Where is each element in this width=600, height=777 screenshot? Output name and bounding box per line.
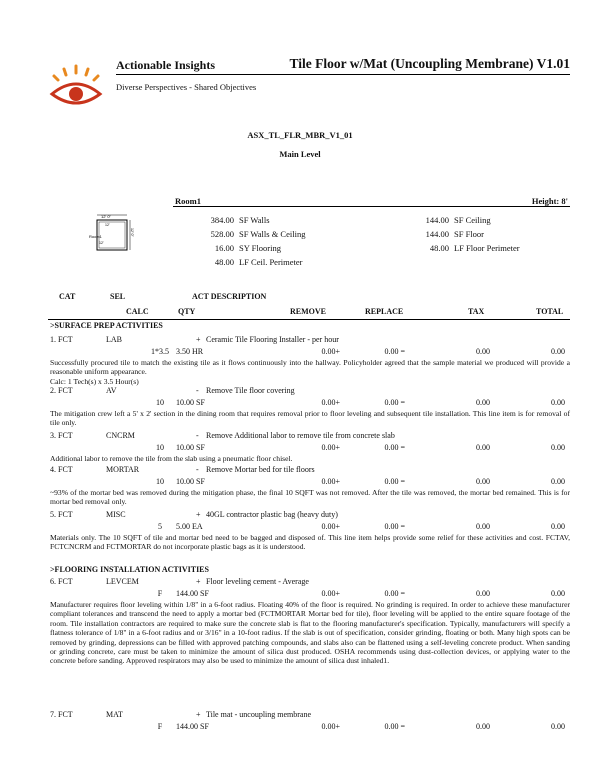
column-replace: REPLACE [365,307,404,316]
column-act-description: ACT DESCRIPTION [192,292,267,301]
measurement-row [190,255,305,269]
measurement-row [405,213,520,227]
item-description: Tile mat - uncoupling membrane [206,710,312,719]
brand-tagline: Diverse Perspectives - Shared Objectives [116,82,257,92]
item-total: 0.00 [551,589,565,598]
measurement-value: 144.00 [425,229,449,239]
table-header-divider [48,319,570,320]
item-total: 0.00 [551,347,565,356]
measurement-row [405,227,520,241]
item-total: 0.00 [551,522,565,531]
item-qty: 144.00 SF [176,722,209,731]
section-surface-prep: >SURFACE PREP ACTIVITIES [50,321,163,330]
item-tax: 0.00 [476,347,490,356]
item-replace: 0.00 = [384,522,405,531]
item-selector: LAB [106,335,122,344]
item-calc: 1*3.5 [151,347,169,356]
item-action: - [196,386,199,395]
item-tax: 0.00 [476,589,490,598]
measurement-value: 16.00 [214,243,234,253]
measurement-label: SF Walls [239,215,270,225]
item-note: Successfully procured tile to match the existing tile as it flows continuously into the hallway. Policyholder agreed that the sample material we produced will provide a reasonable uniform appearance. Calc: 1 Tech(s) x 3.5 Hour(s) [50,358,570,386]
document-title: Tile Floor w/Mat (Uncoupling Membrane) V1.01 [289,56,570,71]
item-description: Remove Tile floor covering [206,386,295,395]
column-tax: TAX [468,307,485,316]
item-replace: 0.00 = [384,589,405,598]
measurement-row [190,241,305,255]
item-tax: 0.00 [476,398,490,407]
item-replace: 0.00 = [384,477,405,486]
column-cat: CAT [59,292,76,301]
item-note: Materials only. The 10 SQFT of tile and mortar bed need to be bagged and disposed of. This line item helps provide some relief for these activities and cost. FCTAV, FCTCNCRM and FCTMORTAR do not incorporate plastic bags as it is understood. [50,533,570,552]
eye-logo-icon [48,64,106,106]
brand-name: Actionable Insights [116,58,216,72]
item-note: The mitigation crew left a 5' x 2' section in the dining room that requires removal prior to floor leveling and subsequent tile installation. This line item is for removal of tile only. [50,409,570,428]
item-qty: 144.00 SF [176,589,209,598]
item-replace: 0.00 = [384,398,405,407]
item-total: 0.00 [551,722,565,731]
item-number: 3. FCT [50,431,73,440]
item-calc: F [157,722,163,731]
item-replace: 0.00 = [384,347,405,356]
estimate-name: ASX_TL_FLR_MBR_V1_01 [247,130,353,140]
room-name: Room1 [175,196,201,206]
item-action: + [196,577,201,586]
item-action: + [196,335,201,344]
column-qty: QTY [178,307,196,316]
measurement-label: LF Floor Perimeter [454,243,520,253]
item-replace: 0.00 = [384,443,405,452]
room-divider [173,206,570,207]
item-calc: 10 [156,398,164,407]
item-note: ~93% of the mortar bed was removed during the mitigation phase, the final 10 SQFT was not removed. After the tile was removed, the mortar bed remained. This is for mortar bed removal only. [50,488,570,507]
item-qty: 10.00 SF [176,443,205,452]
item-remove: 0.00+ [321,347,340,356]
diagram-top-dimension: 12' 0" [101,214,111,219]
item-note: Additional labor to remove the tile from the slab using a pneumatic floor chisel. [50,454,293,463]
item-selector: MAT [106,710,123,719]
measurement-label: SY Flooring [239,243,281,253]
measurement-label: SF Walls & Ceiling [239,229,306,239]
item-action: - [196,465,199,474]
item-calc: 5 [158,522,162,531]
item-remove: 0.00+ [321,722,340,731]
item-selector: LEVCEM [106,577,139,586]
item-qty: 5.00 EA [176,522,203,531]
item-calc: 10 [156,477,164,486]
measurement-label: SF Ceiling [454,215,491,225]
item-number: 7. FCT [50,710,73,719]
measurement-row [405,241,520,255]
item-number: 4. FCT [50,465,73,474]
item-tax: 0.00 [476,443,490,452]
item-description: Ceramic Tile Flooring Installer - per hour [206,335,339,344]
item-selector: MISC [106,510,126,519]
item-remove: 0.00+ [321,477,340,486]
item-total: 0.00 [551,443,565,452]
measurement-row [190,213,305,227]
measurement-label: LF Ceil. Perimeter [239,257,303,267]
item-total: 0.00 [551,398,565,407]
item-remove: 0.00+ [321,443,340,452]
item-action: - [196,431,199,440]
room-height: Height: 8' [531,196,568,206]
item-total: 0.00 [551,477,565,486]
item-qty: 10.00 SF [176,398,205,407]
measurement-value: 48.00 [214,257,234,267]
item-description: Remove Additional labor to remove tile from concrete slab [206,431,395,440]
item-selector: CNCRM [106,431,135,440]
item-number: 2. FCT [50,386,73,395]
measurement-value: 384.00 [210,215,234,225]
item-action: + [196,510,201,519]
item-calc: 10 [156,443,164,452]
item-number: 1. FCT [50,335,73,344]
item-number: 6. FCT [50,577,73,586]
item-description: Floor leveling cement - Average [206,577,309,586]
item-selector: MORTAR [106,465,140,474]
item-description: Remove Mortar bed for tile floors [206,465,315,474]
measurement-row [190,227,305,241]
level-name: Main Level [279,149,321,159]
item-description: 40GL contractor plastic bag (heavy duty) [206,510,338,519]
item-selector: AV [106,386,117,395]
room-diagram [85,212,133,262]
diagram-inner-top-dimension: 12' [105,223,110,227]
measurement-value: 48.00 [429,243,449,253]
column-total: TOTAL [536,307,564,316]
item-qty: 3.50 HR [176,347,204,356]
item-remove: 0.00+ [321,589,340,598]
item-note: Manufacturer requires floor leveling within 1/8" in a 6-foot radius. Floating 40% of the floor is required. No grinding is required. In order to achieve these manufacturer compliant tolerances and transcend the need to apply a mortar bed (FCTMORTAR Mortar bed for tile), floor leveling will be applied to the entire square footage of the room. Tile installation contractors are required to make sure the concrete slab is flat to the flooring manufacturer's specification. Typically, manufacturers will specify a flatness tolerance of 1/8" in a 6-foot radius and or 3/16" in a 10-foot radius. If the slab is out of specification, consider grinding, floating or both. Many high spots can be removed by grinding, depressions can be filled with approved patching compounds, and slabs also can be flattened using a self-leveling concrete product. When sanding or grinding concrete, care must be taken to minimize the amount of silica dust produced. OSHA recommends using dust-collection devices, or applying water to the concrete before sanding. Approved respirators may also be used to minimize the amount of silica dust inhaled1. [50,600,570,666]
column-calc: CALC [126,307,149,316]
measurement-value: 528.00 [210,229,234,239]
item-tax: 0.00 [476,477,490,486]
item-remove: 0.00+ [321,398,340,407]
measurement-label: SF Floor [454,229,484,239]
item-remove: 0.00+ [321,522,340,531]
item-tax: 0.00 [476,522,490,531]
measurement-value: 144.00 [425,215,449,225]
item-replace: 0.00 = [384,722,405,731]
header-divider [116,74,570,75]
item-action: + [196,710,201,719]
item-tax: 0.00 [476,722,490,731]
column-sel: SEL [110,292,126,301]
column-remove: REMOVE [290,307,326,316]
diagram-room-label: Room1 [89,234,102,239]
diagram-left-dimension: 12' [99,241,104,245]
item-qty: 10.00 SF [176,477,205,486]
room-measurements-right [405,213,520,255]
section-flooring-installation: >FLOORING INSTALLATION ACTIVITIES [50,565,209,574]
room-measurements-left [190,213,305,269]
diagram-side-dimension: 12' 0" [130,228,134,237]
item-calc: F [157,589,163,598]
item-number: 5. FCT [50,510,73,519]
